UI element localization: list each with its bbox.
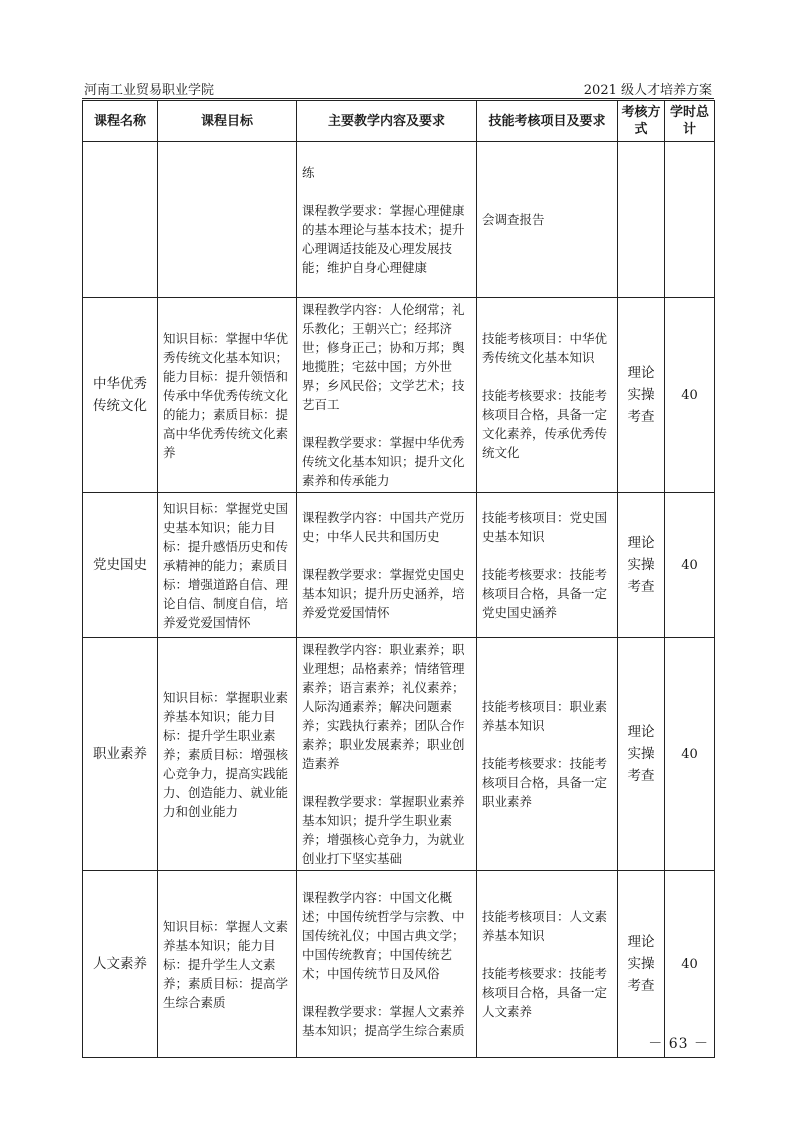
table-row <box>83 298 715 493</box>
assessment-method: 理论实操考查 <box>618 298 665 493</box>
course-goal: 知识目标：掌握党史国史基本知识；能力目标：提升感悟历史和传承精神的能力；素质目标：增强道路自信、理论自信、制度自信，培养爱党爱国情怀 <box>158 493 297 638</box>
content-text: 练 <box>302 164 315 180</box>
course-goal: 知识目标：掌握中华优秀传统文化基本知识；能力目标：提升领悟和传承中华优秀传统文化的能力；素质目标：提高中华优秀传统文化素养 <box>158 298 297 493</box>
skill-assessment <box>477 298 618 493</box>
skill-text: 技能考核要求：技能考核项目合格，具备一定人文素养 <box>482 966 608 1019</box>
total-hours <box>665 142 715 298</box>
skill-assessment <box>477 638 618 871</box>
course-content <box>297 493 477 638</box>
skill-text: 技能考核项目：人文素养基本知识 <box>482 909 608 943</box>
column-header-goal: 课程目标 <box>158 101 297 142</box>
skill-text: 技能考核要求：技能考核项目合格，具备一定职业素养 <box>482 756 608 809</box>
course-content <box>297 142 477 298</box>
skill-text: 会调查报告 <box>482 212 545 227</box>
content-text: 课程教学要求：掌握中华优秀传统文化基本知识；提升文化素养和传承能力 <box>302 435 465 488</box>
page-header <box>82 77 714 97</box>
skill-assessment <box>477 142 618 298</box>
column-header-hours: 学时总计 <box>665 101 715 142</box>
skill-text: 技能考核要求：技能考核项目合格，具备一定党史国史涵养 <box>482 567 608 620</box>
skill-assessment <box>477 493 618 638</box>
total-hours: 40 <box>665 493 715 638</box>
page-number: － 63 － <box>648 1036 709 1052</box>
column-header-name: 课程名称 <box>83 101 158 142</box>
course-table <box>82 100 715 1058</box>
course-goal: 知识目标：掌握职业素养基本知识；能力目标：提升学生职业素养；素质目标：增强核心竞争力，提高实践能力、创造能力、就业能力和创业能力 <box>158 638 297 871</box>
column-header-method: 考核方式 <box>618 101 665 142</box>
total-hours: 40 <box>665 638 715 871</box>
column-header-content: 主要教学内容及要求 <box>297 101 477 142</box>
total-hours: 40 <box>665 871 715 1058</box>
content-text: 课程教学要求：掌握党史国史基本知识；提升历史涵养，培养爱党爱国情怀 <box>302 567 465 620</box>
total-hours: 40 <box>665 298 715 493</box>
content-text: 课程教学内容：中国文化概述；中国传统哲学与宗教、中国传统礼仪；中国古典文学；中国传统教育；中国传统艺术；中国传统节日及风俗 <box>302 890 465 981</box>
school-name: 河南工业贸易职业学院 <box>84 83 215 98</box>
content-text: 课程教学内容：中国共产党历史；中华人民共和国历史 <box>302 510 465 544</box>
table-header-row <box>83 101 715 142</box>
skill-text: 技能考核要求：技能考核项目合格，具备一定文化素养，传承优秀传统文化 <box>482 387 608 460</box>
course-name: 中华优秀传统文化 <box>83 298 158 493</box>
course-content <box>297 298 477 493</box>
course-name: 党史国史 <box>83 493 158 638</box>
assessment-method: 理论实操考查 <box>618 493 665 638</box>
skill-assessment <box>477 871 618 1058</box>
assessment-method: 理论实操考查 <box>618 871 665 1058</box>
content-text: 课程教学内容：职业素养；职业理想；品格素养；情绪管理素养；语言素养；礼仪素养；人际沟通素养；解决问题素养；实践执行素养；团队合作素养；职业发展素养；职业创造素养 <box>302 642 465 771</box>
content-text: 课程教学要求：掌握心理健康的基本理论与基本技术；提升心理调适技能及心理发展技能；维护自身心理健康 <box>302 202 465 275</box>
course-goal <box>158 142 297 298</box>
assessment-method <box>618 142 665 298</box>
table-row <box>83 142 715 298</box>
table-row <box>83 638 715 871</box>
table-row <box>83 493 715 638</box>
course-name: 职业素养 <box>83 638 158 871</box>
skill-text: 技能考核项目：职业素养基本知识 <box>482 699 608 733</box>
skill-text: 技能考核项目：党史国史基本知识 <box>482 510 608 544</box>
course-goal: 知识目标：掌握人文素养基本知识；能力目标：提升学生人文素养；素质目标：提高学生综合素质 <box>158 871 297 1058</box>
course-name: 人文素养 <box>83 871 158 1058</box>
assessment-method: 理论实操考查 <box>618 638 665 871</box>
content-text: 课程教学内容：人伦纲常；礼乐教化；王朝兴亡；经邦济世；修身正己；协和万邦；舆地揽胜；宅兹中国；方外世界；乡风民俗；文学艺术；技艺百工 <box>302 302 465 412</box>
course-name <box>83 142 158 298</box>
course-content <box>297 871 477 1058</box>
header-rule <box>82 98 714 99</box>
document-title: 2021 级人才培养方案 <box>583 83 712 98</box>
content-text: 课程教学要求：掌握人文素养基本知识；提高学生综合素质 <box>302 1004 465 1038</box>
skill-text: 技能考核项目：中华优秀传统文化基本知识 <box>482 330 608 365</box>
course-content <box>297 638 477 871</box>
content-text: 课程教学要求：掌握职业素养基本知识；提升学生职业素养；增强核心竞争力，为就业创业打下坚实基础 <box>302 794 465 866</box>
table-row <box>83 871 715 1058</box>
column-header-skill: 技能考核项目及要求 <box>477 101 618 142</box>
